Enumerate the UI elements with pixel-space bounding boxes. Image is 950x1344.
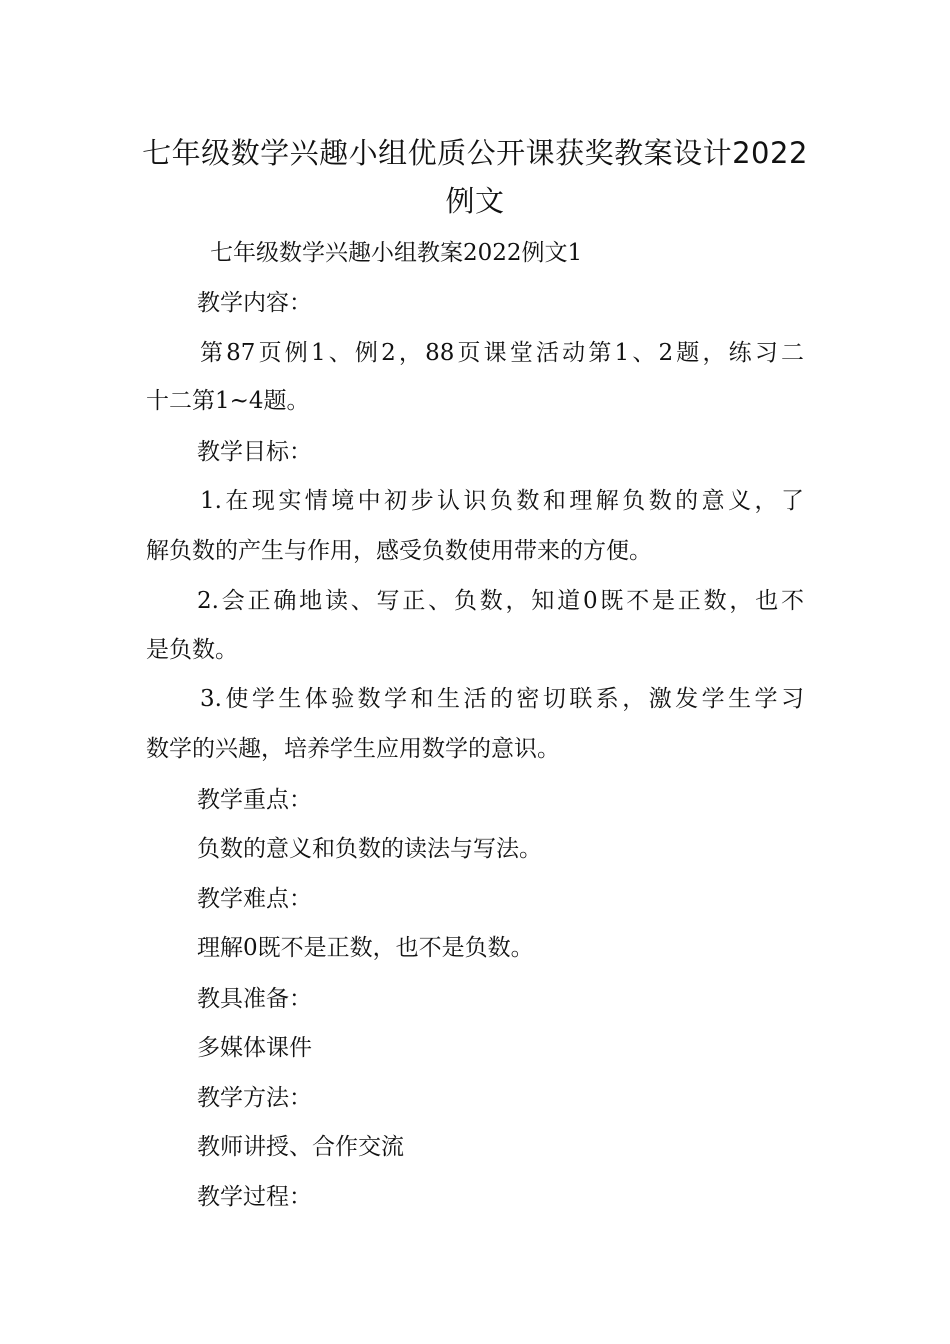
document-title-line-2: 例文 [445,184,505,218]
tools-heading: 教具准备： [197,986,312,1012]
goal-2-line-2: 是负数。 [146,637,238,663]
subtitle: 七年级数学兴趣小组教案2022例文1 [210,240,583,266]
difficulty-text: 理解0既不是正数，也不是负数。 [197,935,534,961]
content-paragraph-line-2: 十二第1~4题。 [146,388,310,414]
process-heading: 教学过程： [197,1184,312,1210]
document-title-line-1: 七年级数学兴趣小组优质公开课获奖教案设计2022 [142,136,808,170]
content-heading: 教学内容： [197,290,312,316]
goal-1-line-1: 1.在现实情境中初步认识负数和理解负数的意义，了 [200,488,804,514]
key-text: 负数的意义和负数的读法与写法。 [197,836,542,862]
tools-text: 多媒体课件 [197,1035,312,1061]
content-paragraph-line-1: 第87页例1、例2，88页课堂活动第1、2题，练习二 [200,340,804,366]
goal-2-line-1: 2.会正确地读、写正、负数，知道0既不是正数，也不 [197,588,804,614]
goal-3-line-2: 数学的兴趣，培养学生应用数学的意识。 [146,736,560,762]
goals-heading: 教学目标： [197,439,312,465]
method-heading: 教学方法： [197,1085,312,1111]
difficulty-heading: 教学难点： [197,886,312,912]
goal-1-line-2: 解负数的产生与作用，感受负数使用带来的方便。 [146,538,652,564]
method-text: 教师讲授、合作交流 [197,1134,404,1160]
key-heading: 教学重点： [197,787,312,813]
goal-3-line-1: 3.使学生体验数学和生活的密切联系，激发学生学习 [200,686,804,712]
